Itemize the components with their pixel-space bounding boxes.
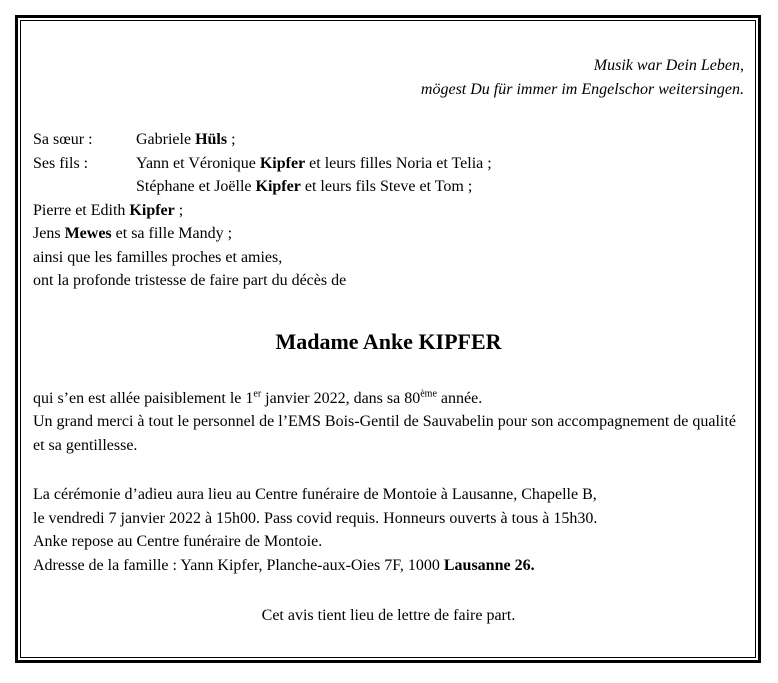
- family-row-jens: Jens Mewes et sa fille Mandy ;: [33, 225, 233, 242]
- family-address-line: Adresse de la famille : Yann Kipfer, Planche-aux-Oies 7F, 1000 Lausanne 26.: [33, 556, 535, 574]
- family-row-sons-1: [33, 152, 744, 176]
- family-value-sister: Gabriele Hüls ;: [136, 131, 236, 148]
- epigraph-line-2: mögest Du für immer im Engelschor weitersingen.: [420, 80, 744, 98]
- epigraph-line-1: Musik war Dein Leben,: [593, 57, 744, 74]
- passing-paragraph: [33, 387, 744, 458]
- notice-outer-border: [15, 15, 761, 663]
- family-row-families: ainsi que les familles proches et amies,: [33, 248, 283, 266]
- ceremony-line-3: Anke repose au Centre funéraire de Montoie.: [33, 533, 323, 550]
- superscript-eme: ème: [420, 388, 437, 400]
- notice-content: [21, 21, 755, 657]
- family-row-pierre: Pierre et Edith Kipfer ;: [33, 201, 184, 219]
- family-list: [33, 128, 744, 293]
- family-label-sons: Ses fils :: [33, 154, 89, 172]
- family-label-sister: Sa sœur :: [33, 131, 93, 148]
- ceremony-line-1: La cérémonie d’adieu aura lieu au Centre funéraire de Montoie à Lausanne, Chapelle B,: [33, 486, 597, 503]
- family-row-sister: [33, 128, 744, 152]
- announcement-line: ont la profonde tristesse de faire part du décès de: [33, 272, 347, 289]
- family-value-sons-1: Yann et Véronique Kipfer et leurs filles Noria et Telia ;: [136, 154, 492, 172]
- ceremony-paragraph: [33, 483, 744, 577]
- notice-inner-border: [20, 20, 756, 658]
- family-label-empty: [33, 175, 136, 199]
- thanks-line: Un grand merci à tout le personnel de l’EMS Bois-Gentil de Sauvabelin pour son accompagnement de qualité et sa gentillesse.: [33, 413, 736, 454]
- family-value-sons-2: Stéphane et Joëlle Kipfer et leurs fils Steve et Tom ;: [136, 178, 473, 195]
- passing-line: qui s’en est allée paisiblement le 1er janvier 2022, dans sa 80ème année.: [33, 388, 483, 407]
- family-row-sons-2: [33, 175, 744, 199]
- superscript-er: er: [253, 388, 262, 400]
- closing-line: Cet avis tient lieu de lettre de faire part.: [261, 607, 516, 624]
- deceased-name-title: Madame Anke KIPFER: [275, 328, 502, 354]
- ceremony-line-2: le vendredi 7 janvier 2022 à 15h00. Pass covid requis. Honneurs ouverts à tous à 15h30.: [33, 509, 598, 527]
- epigraph: [33, 54, 744, 101]
